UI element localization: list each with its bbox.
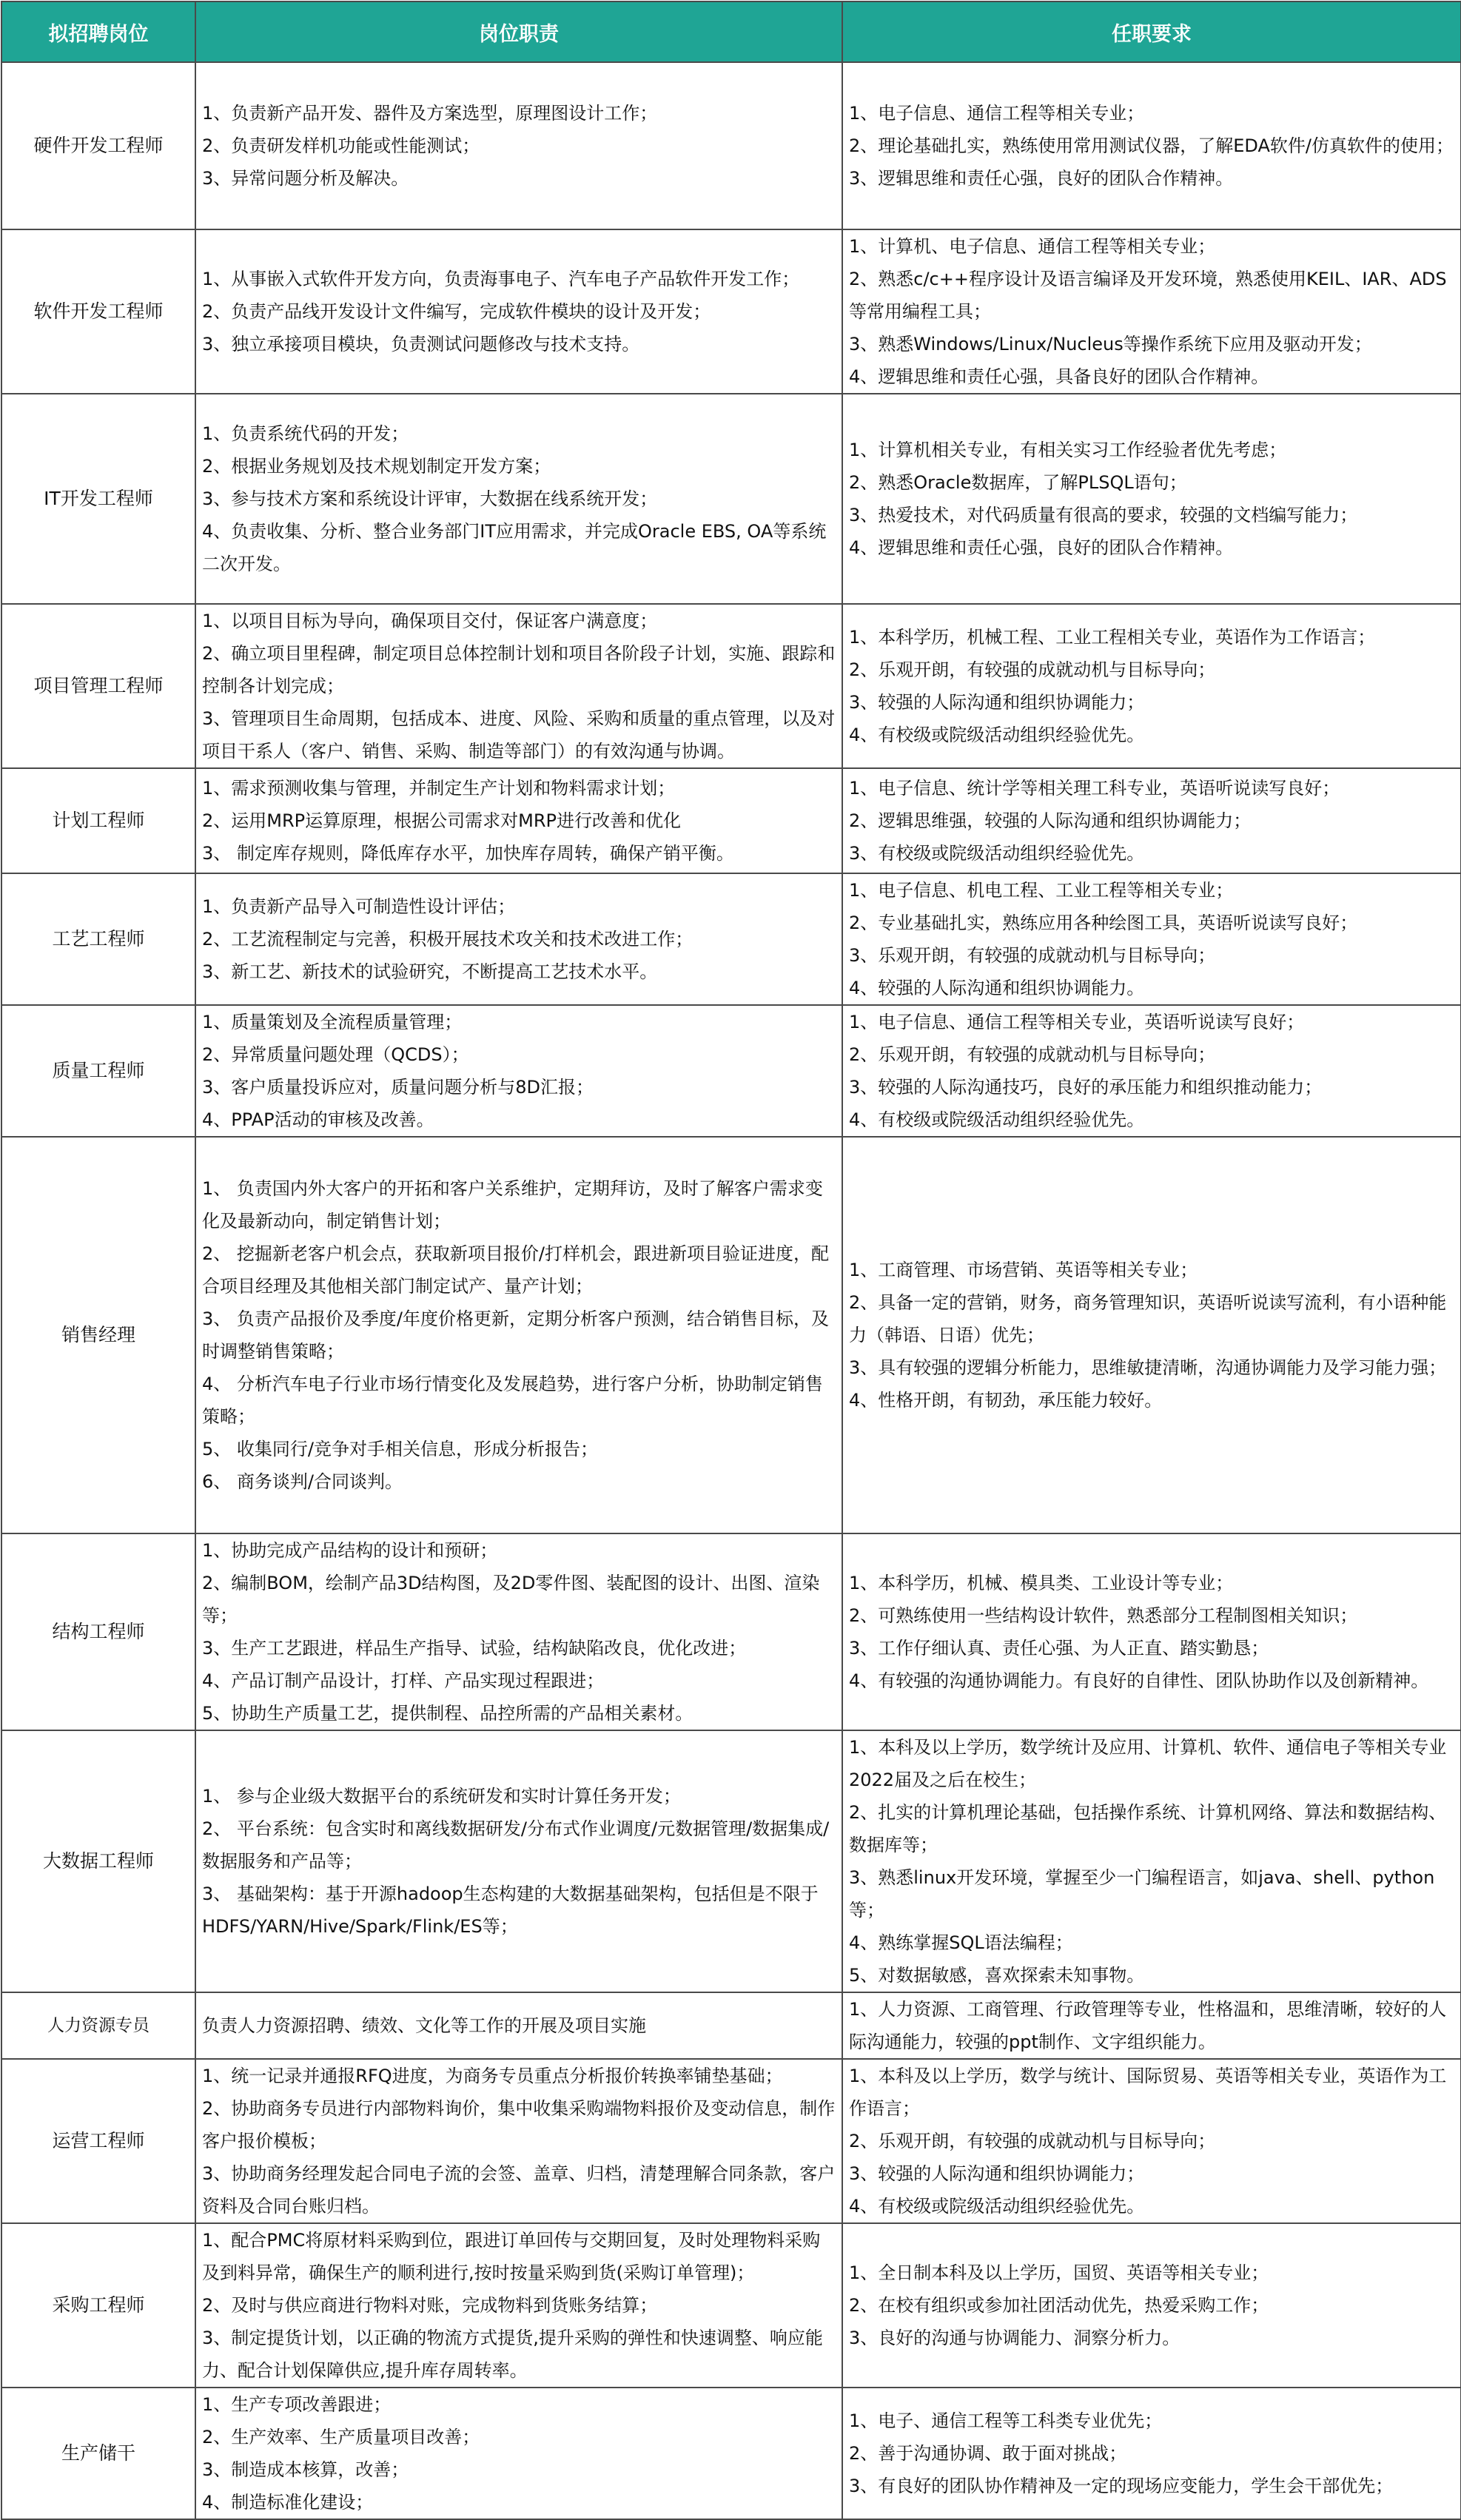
duty-line: 2、负责产品线开发设计文件编写，完成软件模块的设计及开发； [202, 301, 711, 322]
duty-line: 6、 商务谈判/合同谈判。 [202, 1471, 403, 1492]
requirement-line: 3、熟悉Windows/Linux/Nucleus等操作系统下应用及驱动开发； [849, 334, 1372, 355]
table-row [1, 1533, 1461, 1730]
duty-line: 3、独立承接项目模块，负责测试问题修改与技术支持。 [202, 334, 640, 355]
table-header-row [1, 1, 1461, 62]
requirement-line: 1、计算机、电子信息、通信工程等相关专业； [849, 236, 1216, 257]
requirement-line: 2、在校有组织或参加社团活动优先，热爱采购工作； [849, 2295, 1269, 2316]
requirements-cell [842, 604, 1461, 768]
requirement-line: 4、有校级或院级活动组织经验优先。 [849, 2196, 1145, 2217]
requirement-line: 2、理论基础扎实，熟练使用常用测试仪器，了解EDA软件/仿真软件的使用； [849, 135, 1454, 156]
requirement-line: 2、逻辑思维强，较强的人际沟通和组织协调能力； [849, 810, 1252, 831]
duty-line: 3、 制定库存规则，降低库存水平，加快库存周转，确保产销平衡。 [202, 843, 734, 864]
duty-line: 1、从事嵌入式软件开发方向，负责海事电子、汽车电子产品软件开发工作； [202, 269, 800, 289]
duties-cell [195, 1137, 842, 1533]
requirement-line: 1、本科及以上学历，数学统计及应用、计算机、软件、通信电子等相关专业2022届及之后在校生； [849, 1737, 1447, 1790]
requirement-line: 3、热爱技术，对代码质量有很高的要求，较强的文档编写能力； [849, 505, 1358, 525]
requirement-line: 1、电子信息、通信工程等相关专业，英语听说读写良好； [849, 1012, 1305, 1032]
requirement-line: 4、有校级或院级活动组织经验优先。 [849, 1109, 1145, 1130]
requirement-line: 4、逻辑思维和责任心强，良好的团队合作精神。 [849, 537, 1234, 558]
duty-line: 4、制造标准化建设； [202, 2492, 374, 2513]
position-cell: 工艺工程师 [1, 873, 195, 1005]
requirement-line: 1、电子、通信工程等工科类专业优先； [849, 2410, 1163, 2431]
position-cell: 项目管理工程师 [1, 604, 195, 768]
duty-line: 4、负责收集、分析、整合业务部门IT应用需求，并完成Oracle EBS, OA等系统二次开发。 [202, 521, 827, 574]
duty-line: 3、异常问题分析及解决。 [202, 168, 409, 189]
duty-line: 2、工艺流程制定与完善，积极开展技术攻关和技术改进工作； [202, 929, 693, 950]
header-duties: 岗位职责 [195, 1, 842, 62]
requirement-line: 3、较强的人际沟通和组织协调能力； [849, 2163, 1145, 2184]
duty-line: 1、负责系统代码的开发； [202, 423, 409, 444]
duty-line: 3、生产工艺跟进，样品生产指导、试验，结构缺陷改良，优化改进； [202, 1638, 747, 1659]
requirements-cell [842, 2223, 1461, 2388]
duties-cell [195, 229, 842, 394]
requirement-line: 3、较强的人际沟通和组织协调能力； [849, 692, 1145, 713]
duty-line: 2、运用MRP运算原理，根据公司需求对MRP进行改善和优化 [202, 810, 681, 831]
duties-cell [195, 1730, 842, 1992]
requirements-cell [842, 768, 1461, 873]
requirement-line: 2、专业基础扎实，熟练应用各种绘图工具，英语听说读写良好； [849, 913, 1358, 933]
requirement-line: 4、较强的人际沟通和组织协调能力。 [849, 978, 1145, 998]
position-cell: 计划工程师 [1, 768, 195, 873]
requirements-cell [842, 2059, 1461, 2223]
duty-line: 4、 分析汽车电子行业市场行情变化及发展趋势，进行客户分析，协助制定销售策略； [202, 1374, 823, 1427]
requirement-line: 4、逻辑思维和责任心强，具备良好的团队合作精神。 [849, 366, 1269, 387]
requirement-line: 3、熟悉linux开发环境，掌握至少一门编程语言，如java、shell、python等； [849, 1867, 1435, 1921]
duties-cell [195, 768, 842, 873]
duty-line: 1、统一记录并通报RFQ进度，为商务专员重点分析报价转换率铺垫基础； [202, 2066, 783, 2086]
duty-line: 3、新工艺、新技术的试验研究，不断提高工艺技术水平。 [202, 961, 658, 982]
duty-line: 2、负责研发样机功能或性能测试； [202, 135, 480, 156]
requirements-cell [842, 1005, 1461, 1137]
table-row [1, 2223, 1461, 2388]
table-row [1, 1137, 1461, 1533]
table-row [1, 394, 1461, 604]
duty-line: 4、产品订制产品设计，打样、产品实现过程跟进； [202, 1670, 605, 1691]
requirement-line: 1、工商管理、市场营销、英语等相关专业； [849, 1260, 1198, 1280]
position-cell: 大数据工程师 [1, 1730, 195, 1992]
position-cell: 生产储干 [1, 2388, 195, 2519]
requirement-line: 4、性格开朗，有韧劲，承压能力较好。 [849, 1390, 1163, 1411]
requirement-line: 2、乐观开朗，有较强的成就动机与目标导向； [849, 2131, 1216, 2151]
table-row [1, 604, 1461, 768]
duty-line: 2、协助商务专员进行内部物料询价，集中收集采购端物料报价及变动信息，制作客户报价模板； [202, 2098, 836, 2151]
position-cell: 人力资源专员 [1, 1992, 195, 2059]
table-row [1, 229, 1461, 394]
requirement-line: 3、乐观开朗，有较强的成就动机与目标导向； [849, 945, 1216, 966]
jobs-table [1, 1, 1461, 2520]
table-row [1, 1005, 1461, 1137]
duties-cell [195, 873, 842, 1005]
duties-cell [195, 62, 842, 229]
requirements-cell [842, 1992, 1461, 2059]
table-row [1, 768, 1461, 873]
requirement-line: 1、本科学历，机械、模具类、工业设计等专业； [849, 1573, 1234, 1593]
duty-line: 1、 负责国内外大客户的开拓和客户关系维护，定期拜访，及时了解客户需求变化及最新动向，制定销售计划； [202, 1178, 823, 1232]
duties-cell [195, 394, 842, 604]
duties-cell [195, 1992, 842, 2059]
table-row [1, 62, 1461, 229]
requirement-line: 2、乐观开朗，有较强的成就动机与目标导向； [849, 659, 1216, 680]
requirement-line: 3、良好的沟通与协调能力、洞察分析力。 [849, 2328, 1180, 2348]
duties-cell [195, 604, 842, 768]
duty-line: 1、生产专项改善跟进； [202, 2394, 392, 2415]
requirement-line: 2、扎实的计算机理论基础，包括操作系统、计算机网络、算法和数据结构、数据库等； [849, 1802, 1447, 1855]
requirements-cell [842, 2388, 1461, 2519]
requirement-line: 4、有较强的沟通协调能力。有良好的自律性、团队协助作以及创新精神。 [849, 1670, 1429, 1691]
requirement-line: 2、熟悉Oracle数据库，了解PLSQL语句； [849, 472, 1187, 493]
duties-cell [195, 2223, 842, 2388]
duty-line: 3、协助商务经理发起合同电子流的会签、盖章、归档，清楚理解合同条款，客户资料及合同台账归档。 [202, 2163, 836, 2217]
requirement-line: 1、计算机相关专业，有相关实习工作经验者优先考虑； [849, 440, 1287, 460]
duty-line: 1、以项目目标为导向，确保项目交付，保证客户满意度； [202, 611, 658, 631]
requirement-line: 1、电子信息、通信工程等相关专业； [849, 103, 1145, 124]
requirement-line: 2、具备一定的营销，财务，商务管理知识，英语听说读写流利，有小语种能力（韩语、日语）优先； [849, 1292, 1447, 1345]
table-row [1, 2388, 1461, 2519]
requirement-line: 2、乐观开朗，有较强的成就动机与目标导向； [849, 1044, 1216, 1065]
table-body [1, 62, 1461, 2519]
table-row [1, 2059, 1461, 2223]
requirement-line: 4、熟练掌握SQL语法编程； [849, 1932, 1073, 1953]
duty-line: 2、编制BOM，绘制产品3D结构图，及2D零件图、装配图的设计、出图、渲染等； [202, 1573, 820, 1626]
header-position: 拟招聘岗位 [1, 1, 195, 62]
requirement-line: 1、人力资源、工商管理、行政管理等专业，性格温和，思维清晰，较好的人际沟通能力，较强的ppt制作、文字组织能力。 [849, 1999, 1447, 2052]
position-cell: 销售经理 [1, 1137, 195, 1533]
position-cell: 质量工程师 [1, 1005, 195, 1137]
requirement-line: 5、对数据敏感，喜欢探索未知事物。 [849, 1965, 1145, 1986]
requirement-line: 4、有校级或院级活动组织经验优先。 [849, 725, 1145, 745]
duty-line: 4、PPAP活动的审核及改善。 [202, 1109, 434, 1130]
duty-line: 2、确立项目里程碑，制定项目总体控制计划和项目各阶段子计划，实施、跟踪和控制各计划完成； [202, 643, 836, 696]
requirement-line: 3、逻辑思维和责任心强，良好的团队合作精神。 [849, 168, 1234, 189]
requirement-line: 3、有良好的团队协作精神及一定的现场应变能力，学生会干部优先； [849, 2476, 1394, 2496]
duty-line: 3、客户质量投诉应对，质量问题分析与8D汇报； [202, 1077, 594, 1098]
requirement-line: 1、本科学历，机械工程、工业工程相关专业，英语作为工作语言； [849, 627, 1376, 648]
duty-line: 3、制定提货计划，以正确的物流方式提货,提升采购的弹性和快速调整、响应能力、配合计划保障供应,提升库存周转率。 [202, 2328, 823, 2381]
requirement-line: 1、电子信息、统计学等相关理工科专业，英语听说读写良好； [849, 778, 1340, 799]
requirement-line: 2、熟悉c/c++程序设计及语言编译及开发环境，熟悉使用KEIL、IAR、ADS等常用编程工具； [849, 269, 1447, 322]
duty-line: 2、 挖掘新老客户机会点，获取新项目报价/打样机会，跟进新项目验证进度，配合项目经理及其他相关部门制定试产、量产计划； [202, 1243, 829, 1297]
requirement-line: 3、有校级或院级活动组织经验优先。 [849, 843, 1145, 864]
requirement-line: 3、较强的人际沟通技巧，良好的承压能力和组织推动能力； [849, 1077, 1323, 1098]
header-requirements: 任职要求 [842, 1, 1461, 62]
table-row [1, 1730, 1461, 1992]
duty-line: 3、制造成本核算，改善； [202, 2459, 409, 2480]
position-cell: 运营工程师 [1, 2059, 195, 2223]
duty-line: 1、质量策划及全流程质量管理； [202, 1012, 463, 1032]
position-cell: 采购工程师 [1, 2223, 195, 2388]
table-row [1, 873, 1461, 1005]
duty-line: 3、参与技术方案和系统设计评审，大数据在线系统开发； [202, 488, 658, 509]
requirement-line: 2、可熟练使用一些结构设计软件，熟悉部分工程制图相关知识； [849, 1605, 1358, 1626]
requirement-line: 1、电子信息、机电工程、工业工程等相关专业； [849, 880, 1234, 901]
duty-line: 2、 平台系统：包含实时和离线数据研发/分布式作业调度/元数据管理/数据集成/数据服务和产品等； [202, 1818, 830, 1872]
duty-line: 3、管理项目生命周期，包括成本、进度、风险、采购和质量的重点管理，以及对项目干系人（客户、销售、采购、制造等部门）的有效沟通与协调。 [202, 708, 836, 762]
requirements-cell [842, 394, 1461, 604]
duty-line: 1、负责新产品开发、器件及方案选型，原理图设计工作； [202, 103, 658, 124]
requirements-cell [842, 62, 1461, 229]
duties-cell [195, 1005, 842, 1137]
position-cell: IT开发工程师 [1, 394, 195, 604]
table-row [1, 1992, 1461, 2059]
duty-line: 1、协助完成产品结构的设计和预研； [202, 1540, 498, 1561]
duties-cell [195, 2388, 842, 2519]
duty-line: 3、 基础架构：基于开源hadoop生态构建的大数据基础架构，包括但是不限于HDFS/YARN/Hive/Spark/Flink/ES等； [202, 1884, 819, 1937]
requirements-cell [842, 229, 1461, 394]
requirements-cell [842, 873, 1461, 1005]
duty-line: 1、负责新产品导入可制造性设计评估； [202, 896, 516, 917]
duty-line: 2、及时与供应商进行物料对账，完成物料到货账务结算； [202, 2295, 658, 2316]
duties-cell [195, 2059, 842, 2223]
requirement-line: 1、本科及以上学历，数学与统计、国际贸易、英语等相关专业，英语作为工作语言； [849, 2066, 1447, 2119]
duty-line: 2、异常质量问题处理（QCDS）； [202, 1044, 469, 1065]
position-cell: 软件开发工程师 [1, 229, 195, 394]
duty-line: 负责人力资源招聘、绩效、文化等工作的开展及项目实施 [202, 2015, 646, 2036]
requirement-line: 1、全日制本科及以上学历，国贸、英语等相关专业； [849, 2262, 1269, 2283]
requirements-cell [842, 1137, 1461, 1533]
requirement-line: 3、工作仔细认真、责任心强、为人正直、踏实勤恳； [849, 1638, 1269, 1659]
duty-line: 5、协助生产质量工艺，提供制程、品控所需的产品相关素材。 [202, 1703, 693, 1724]
position-cell: 结构工程师 [1, 1533, 195, 1730]
duty-line: 1、配合PMC将原材料采购到位，跟进订单回传与交期回复，及时处理物料采购及到料异常，确保生产的顺利进行,按时按量采购到货(采购订单管理)； [202, 2230, 821, 2283]
requirement-line: 3、具有较强的逻辑分析能力，思维敏捷清晰，沟通协调能力及学习能力强； [849, 1357, 1447, 1378]
duty-line: 1、需求预测收集与管理，并制定生产计划和物料需求计划； [202, 778, 676, 799]
requirements-cell [842, 1730, 1461, 1992]
duties-cell [195, 1533, 842, 1730]
requirements-cell [842, 1533, 1461, 1730]
duty-line: 1、 参与企业级大数据平台的系统研发和实时计算任务开发； [202, 1786, 681, 1807]
duty-line: 2、根据业务规划及技术规划制定开发方案； [202, 456, 551, 477]
duty-line: 2、生产效率、生产质量项目改善； [202, 2427, 480, 2447]
requirement-line: 2、善于沟通协调、敢于面对挑战； [849, 2443, 1127, 2464]
duty-line: 3、 负责产品报价及季度/年度价格更新，定期分析客户预测，结合销售目标，及时调整销售策略； [202, 1308, 829, 1362]
position-cell: 硬件开发工程师 [1, 62, 195, 229]
duty-line: 5、 收集同行/竞争对手相关信息，形成分析报告； [202, 1439, 598, 1459]
